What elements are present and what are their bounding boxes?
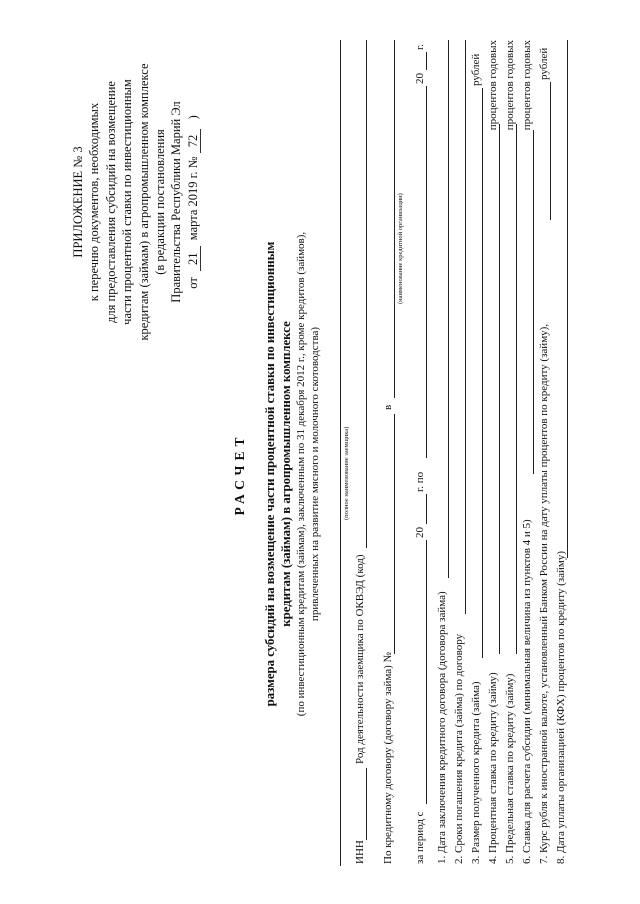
period-year-prefix: 20: [414, 527, 426, 538]
item-label: 2. Сроки погашения кредита (займа) по договору: [453, 633, 465, 864]
inn-label: ИНН: [354, 840, 366, 864]
period-end-field[interactable]: [426, 86, 427, 458]
item-unit: процентов годовых: [521, 40, 533, 131]
borrower-name-field[interactable]: [340, 40, 341, 866]
item-value-field[interactable]: [448, 40, 449, 578]
item-unit: рублей: [470, 53, 482, 86]
appendix-date-prefix: от: [185, 277, 200, 289]
appendix-line: части процентной ставки по инвестиционным: [120, 79, 135, 325]
period-end-year-field[interactable]: [426, 52, 427, 70]
inn-field[interactable]: [366, 768, 367, 840]
okved-field[interactable]: [366, 40, 367, 548]
item-label: 8. Дата уплаты организацией (КФХ) процентов по кредиту (займу): [555, 550, 567, 864]
item-unit: процентов годовых: [487, 40, 499, 131]
form-title-line: кредитам (займам) в агропромышленном комплексе: [279, 321, 293, 627]
item-label: 7. Курс рубля к иностранной валюте, установленный Банком России на дату уплаты процентов по кредиту (займу),: [538, 323, 550, 864]
period-start-year-field[interactable]: [426, 494, 427, 524]
item-value-field[interactable]: [550, 82, 551, 220]
item-label: 3. Размер полученного кредита (займа): [470, 681, 482, 864]
appendix-date-line: [185, 32, 201, 372]
in-label: в: [382, 404, 394, 410]
item-label: 4. Процентная ставка по кредиту (займу): [487, 672, 499, 864]
period-mid: г. по: [414, 471, 426, 492]
appendix-block: [70, 32, 201, 372]
item-value-field[interactable]: [533, 130, 534, 474]
item-unit: процентов годовых: [504, 40, 516, 131]
item-value-field[interactable]: [499, 124, 500, 654]
appendix-line: кредитам (займам) в агропромышленном комплексе: [136, 63, 151, 341]
form-subtitle-line: привлеченных на развитие мясного и молочного скотоводства): [309, 326, 321, 622]
appendix-line: для предоставления субсидий на возмещение: [103, 81, 118, 323]
appendix-date-day: 21: [186, 246, 201, 271]
contract-label: По кредитному договору (договору займа) №: [382, 651, 394, 864]
appendix-date-mid: марта 2019 г. №: [185, 156, 200, 241]
appendix-line: (в редакции постановления: [153, 129, 168, 275]
appendix-date-suffix: ): [185, 115, 200, 120]
item-label: 6. Ставка для расчета субсидии (минимальная величина из пунктов 4 и 5): [521, 519, 533, 864]
appendix-line: к перечню документов, необходимых: [87, 102, 102, 302]
item-value-field[interactable]: [465, 40, 466, 614]
appendix-date-number: 72: [186, 129, 201, 154]
appendix-line: Правительства Республики Марий Эл: [169, 101, 184, 303]
borrower-caption: (полное наименование заемщика): [343, 426, 350, 520]
item-value-field[interactable]: [482, 88, 483, 658]
item-value-field[interactable]: [516, 124, 517, 654]
form-heading: РАСЧЕТ: [232, 432, 247, 516]
period-year-prefix-2: 20: [414, 73, 426, 84]
appendix-title: ПРИЛОЖЕНИЕ № 3: [71, 146, 85, 258]
creditor-field[interactable]: [394, 40, 395, 398]
contract-number-field[interactable]: [394, 414, 395, 654]
item-unit: рублей: [538, 47, 550, 80]
okved-label: Род деятельности заемщика по ОКВЭД (код): [354, 554, 366, 764]
item-label: 1. Дата заключения кредитного договора (договора займа): [436, 591, 448, 864]
creditor-caption: (наименование кредитной организации): [397, 193, 404, 304]
form-subtitle-line: (по инвестиционным кредитам (займам), заключенным по 31 декабря 2012 г., кроме кредитов (займов),: [295, 231, 307, 717]
period-suffix: г.: [414, 43, 426, 50]
period-start-field[interactable]: [426, 540, 427, 804]
form-title-block: [232, 214, 322, 734]
period-prefix: за период с: [414, 811, 426, 864]
form-title-line: размера субсидий на возмещение части процентной ставки по инвестиционным: [263, 241, 277, 707]
item-label: 5. Предельная ставка по кредиту (займу): [504, 673, 516, 864]
item-value-field[interactable]: [567, 40, 568, 558]
